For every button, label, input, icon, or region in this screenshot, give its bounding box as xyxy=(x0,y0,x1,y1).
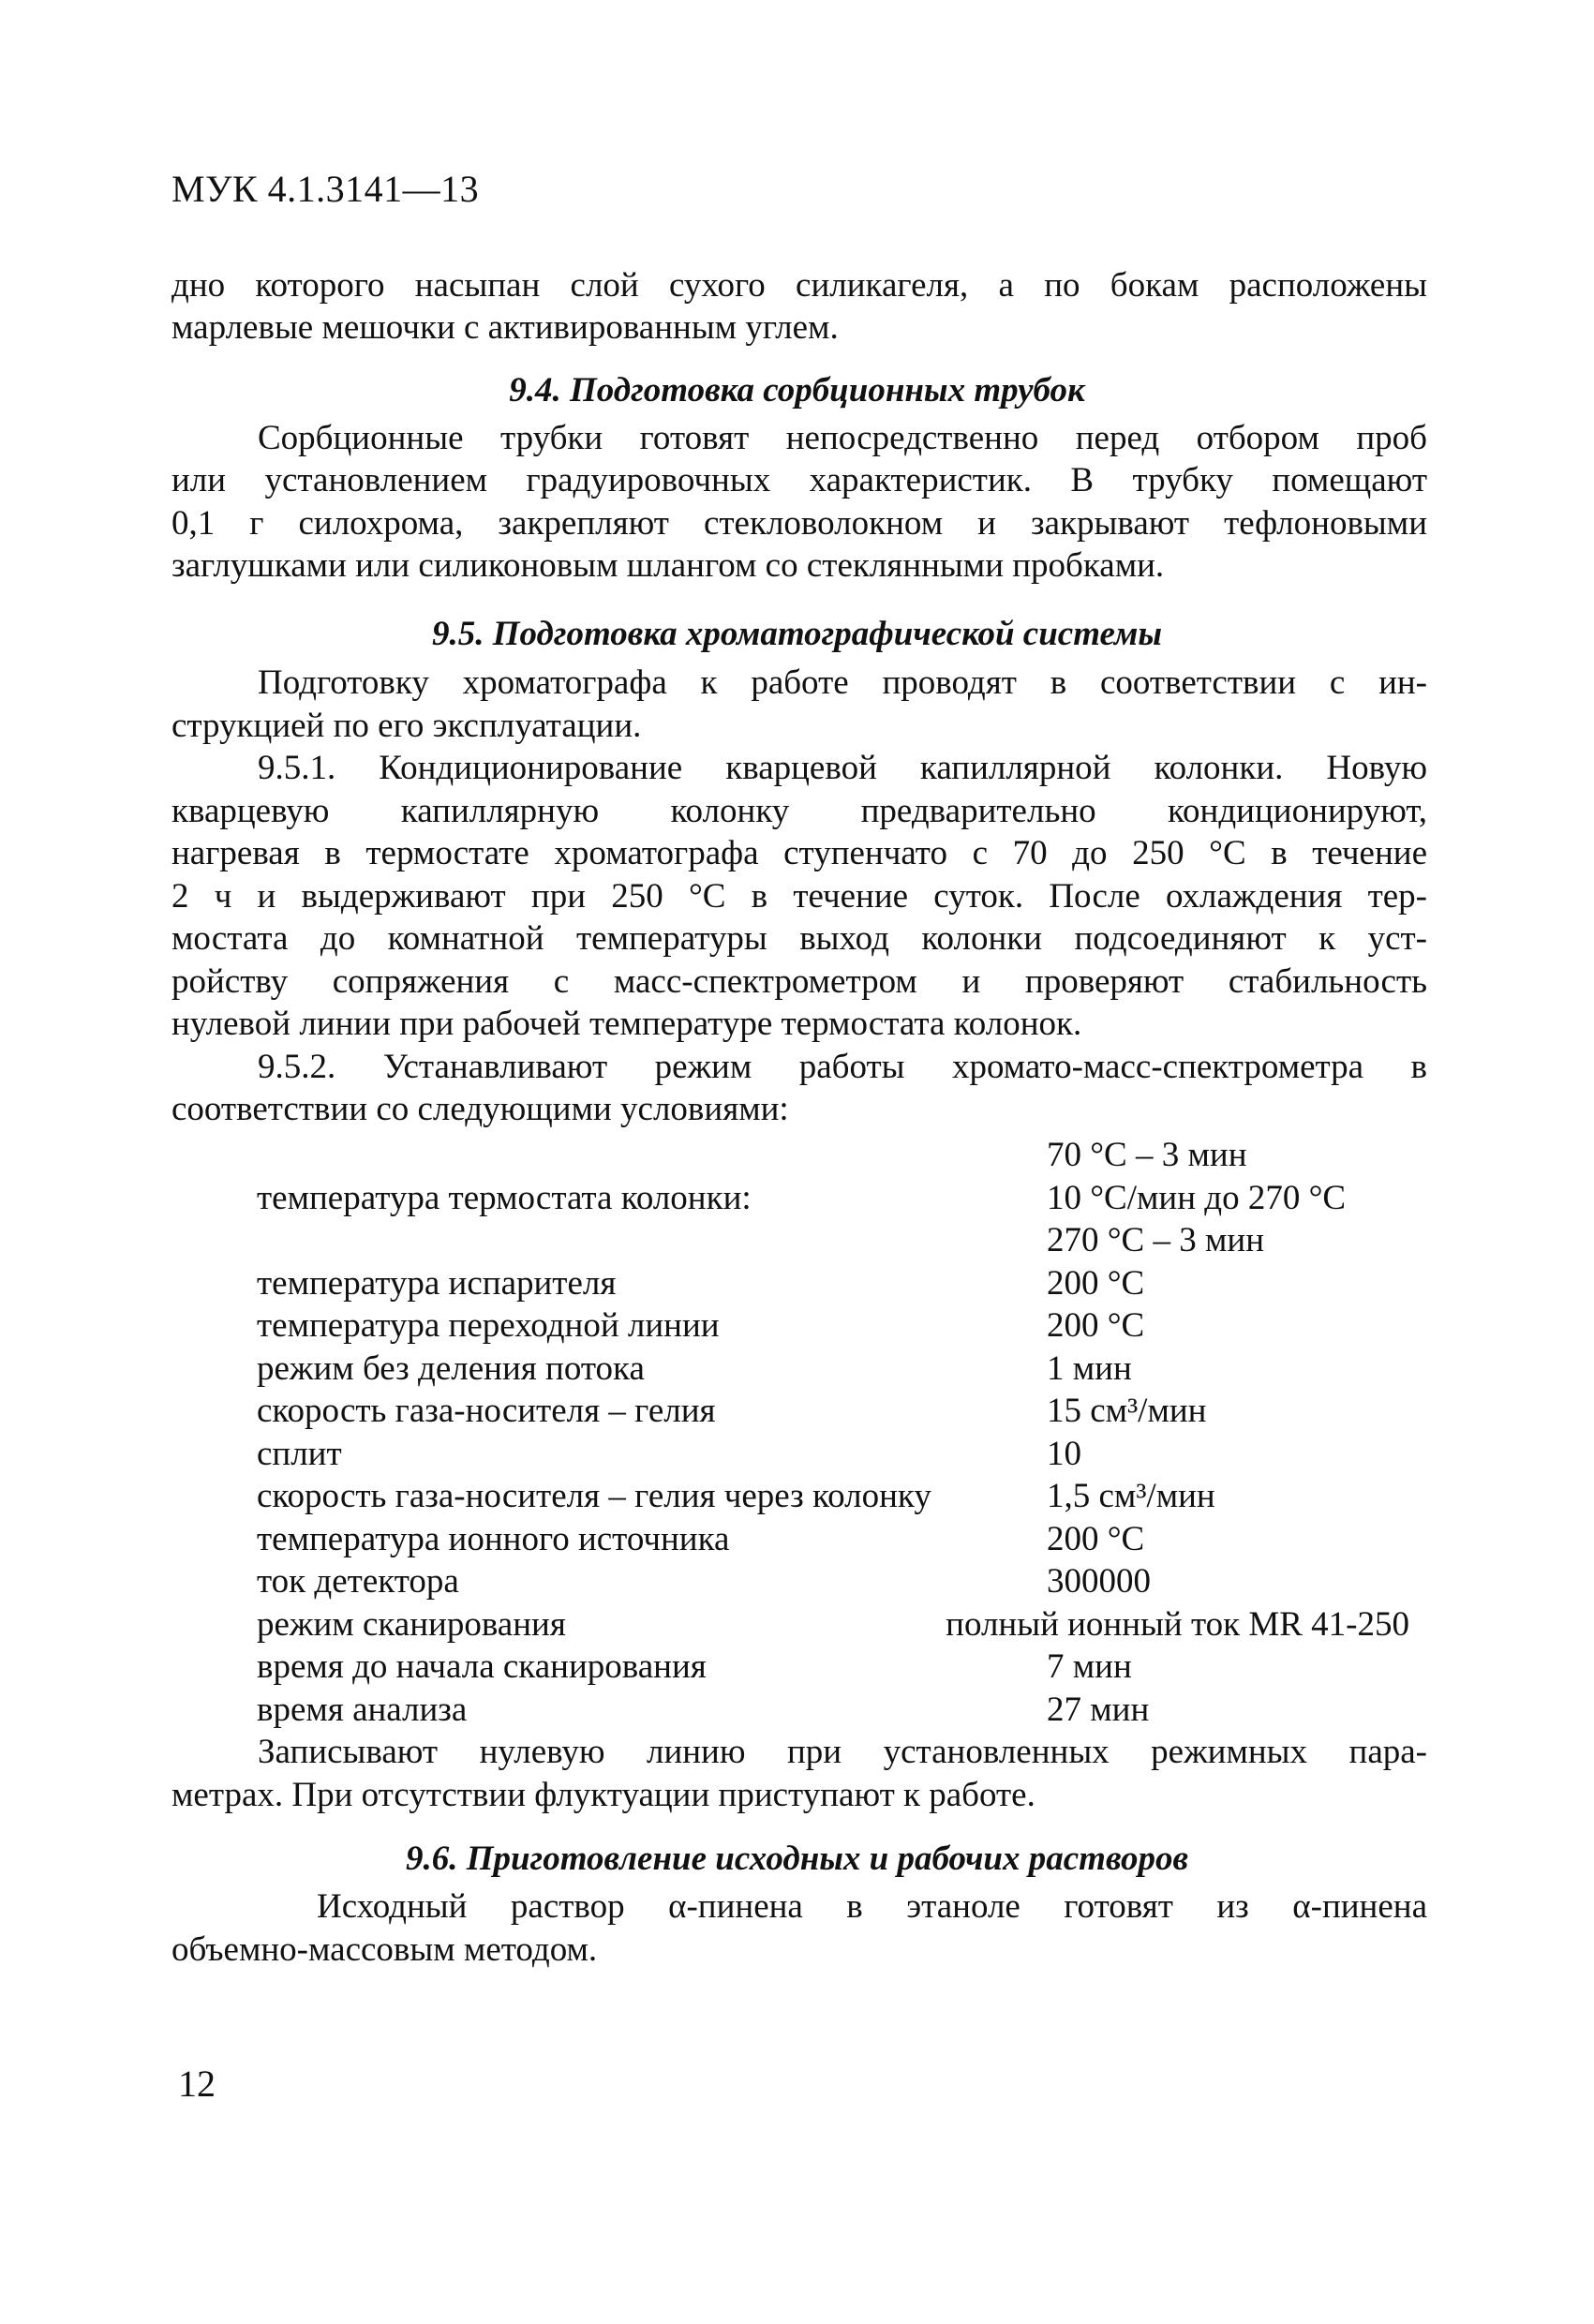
condition-value: 300000 xyxy=(1047,1562,1151,1601)
condition-value: 200 °С xyxy=(1047,1519,1145,1558)
condition-row xyxy=(257,1646,1438,1689)
condition-row xyxy=(257,1689,1438,1732)
condition-label: время до начала сканирования xyxy=(257,1647,707,1686)
condition-label: сплит xyxy=(257,1434,342,1473)
page-number: 12 xyxy=(178,2063,216,2105)
condition-value: 27 мин xyxy=(1047,1690,1150,1729)
paragraph-line: нулевой линии при рабочей температуре термостата колонок. xyxy=(171,1005,1082,1043)
paragraph-line: 0,1 г силохрома, закрепляют стекловолокном и закрывают тефлоновыми xyxy=(171,504,1427,543)
condition-row xyxy=(257,1390,1438,1433)
condition-row xyxy=(257,1518,1438,1561)
paragraph-line: нагревая в термостате хроматографа ступенчато с 70 до 250 °С в течение xyxy=(171,834,1427,872)
paragraph-line: Записывают нулевую линию при установленных режимных пара- xyxy=(258,1733,1427,1771)
paragraph-line: заглушками или силиконовым шлангом со стеклянными пробками. xyxy=(171,546,1165,585)
condition-value: 1,5 см³/мин xyxy=(1047,1477,1215,1515)
condition-row xyxy=(257,1348,1438,1391)
condition-label: ток детектора xyxy=(257,1562,459,1601)
condition-label: режим сканирования xyxy=(257,1604,566,1644)
section-heading-9-4: 9.4. Подготовка сорбционных трубок xyxy=(509,371,1085,410)
paragraph-line: Исходный раствор α-пинена в этаноле готовят из α-пинена xyxy=(317,1887,1427,1926)
condition-row xyxy=(257,1475,1438,1518)
paragraph-line: метрах. При отсутствии флуктуации приступают к работе. xyxy=(171,1776,1035,1814)
condition-value: 7 мин xyxy=(1047,1647,1132,1686)
paragraph-line: объемно-массовым методом. xyxy=(171,1930,598,1969)
condition-label: температура испарителя xyxy=(257,1263,617,1303)
condition-row xyxy=(257,1177,1438,1220)
condition-value: 200 °С xyxy=(1047,1263,1145,1303)
paragraph-line: Сорбционные трубки готовят непосредственно перед отбором проб xyxy=(258,419,1427,457)
condition-row xyxy=(257,1219,1438,1262)
intro-line: марлевые мешочки с активированным углем. xyxy=(171,308,839,347)
paragraph-line: Подготовку хроматографа к работе проводят в соответствии с ин- xyxy=(258,663,1427,702)
paragraph-line: 9.5.1. Кондиционирование кварцевой капиллярной колонки. Новую xyxy=(258,749,1427,787)
condition-row xyxy=(257,1262,1438,1305)
section-heading-9-6: 9.6. Приготовление исходных и рабочих растворов xyxy=(405,1840,1189,1878)
section-heading-9-5: 9.5. Подготовка хроматографической системы xyxy=(431,615,1163,653)
document-code: МУК 4.1.3141—13 xyxy=(171,168,480,210)
condition-row xyxy=(257,1433,1438,1476)
condition-value: полный ионный ток MR 41-250 xyxy=(946,1604,1409,1644)
condition-label: режим без деления потока xyxy=(257,1348,645,1388)
condition-label: время анализа xyxy=(257,1690,468,1729)
condition-value: 1 мин xyxy=(1047,1348,1132,1388)
condition-value: 10 °С/мин до 270 °С xyxy=(1047,1178,1347,1217)
paragraph-line: соответствии со следующими условиями: xyxy=(171,1090,789,1128)
condition-row xyxy=(257,1134,1438,1177)
conditions-list xyxy=(257,1134,1438,1731)
condition-value: 10 xyxy=(1047,1434,1081,1473)
condition-row xyxy=(257,1603,1438,1646)
condition-row xyxy=(257,1304,1438,1348)
condition-label: температура переходной линии xyxy=(257,1306,720,1345)
paragraph-line: мостата до комнатной температуры выход колонки подсоединяют к уст- xyxy=(171,919,1427,958)
paragraph-line: 9.5.2. Устанавливают режим работы хромато-масс-спектрометра в xyxy=(258,1048,1427,1086)
condition-value: 70 °С – 3 мин xyxy=(1047,1136,1247,1174)
paragraph-line: ройству сопряжения с масс-спектрометром и проверяют стабильность xyxy=(171,962,1427,1001)
condition-label: температура ионного источника xyxy=(257,1519,730,1558)
condition-value: 15 см³/мин xyxy=(1047,1392,1207,1430)
intro-line: дно которого насыпан слой сухого силикагеля, а по бокам расположены xyxy=(171,266,1427,305)
paragraph-line: 2 ч и выдерживают при 250 °С в течение суток. После охлаждения тер- xyxy=(171,877,1427,916)
paragraph-line: струкцией по его эксплуатации. xyxy=(171,707,642,745)
paragraph-line: или установлением градуировочных характеристик. В трубку помещают xyxy=(171,461,1427,499)
paragraph-line: кварцевую капиллярную колонку предварительно кондиционируют, xyxy=(171,792,1427,830)
condition-row xyxy=(257,1560,1438,1603)
condition-value: 200 °С xyxy=(1047,1306,1145,1345)
condition-value: 270 °С – 3 мин xyxy=(1047,1221,1264,1259)
condition-label: температура термостата колонки: xyxy=(257,1178,752,1217)
condition-label: скорость газа-носителя – гелия через колонку xyxy=(257,1477,931,1515)
condition-label: скорость газа-носителя – гелия xyxy=(257,1392,716,1430)
